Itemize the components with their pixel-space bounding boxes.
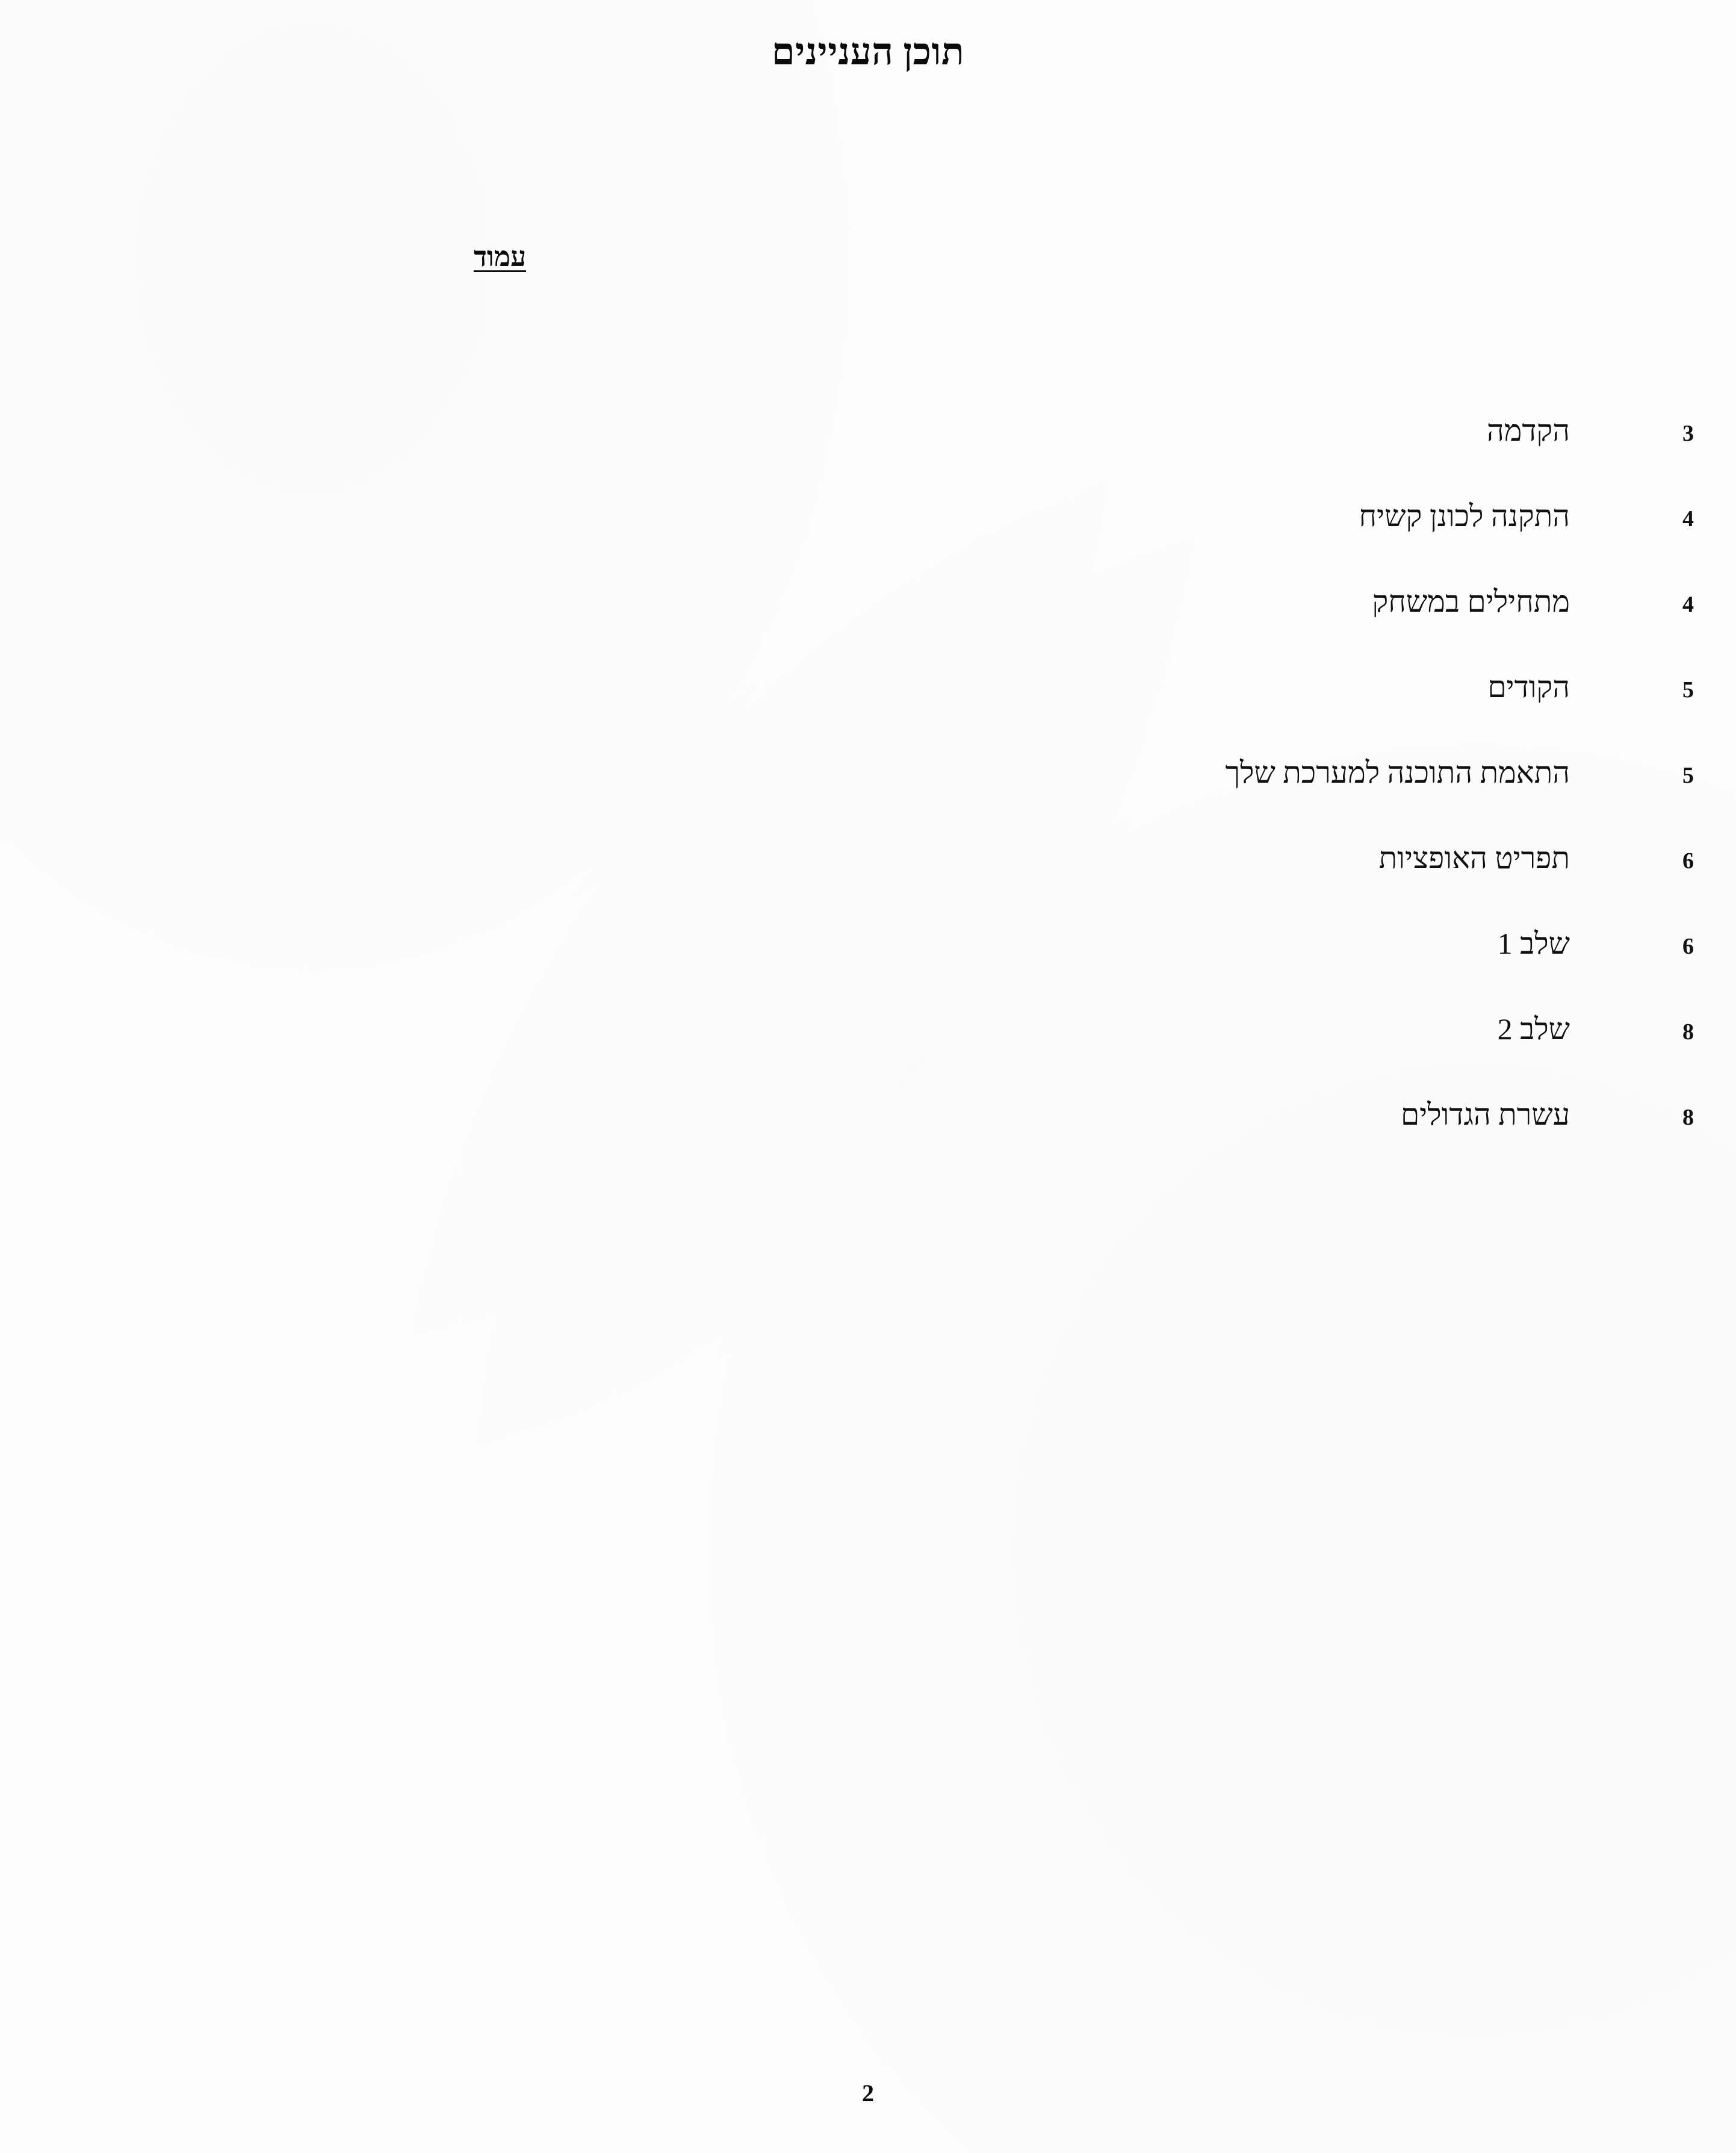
toc-entry-title: תפריט האופציות — [1378, 841, 1570, 875]
toc-entry[interactable] — [0, 928, 1736, 1014]
toc-entry-page: 6 — [1682, 848, 1694, 874]
toc-entry-title: הקדמה — [1487, 414, 1570, 447]
toc-entry-page: 5 — [1682, 677, 1694, 703]
toc-entry[interactable] — [0, 757, 1736, 843]
table-of-contents — [0, 415, 1736, 1185]
toc-entry-title: עשרת הגדולים — [1400, 1098, 1570, 1131]
toc-entry-title: התאמת התוכנה למערכת שלך — [1225, 756, 1570, 789]
toc-entry-title: מתחילים במשחק — [1372, 585, 1570, 618]
toc-entry[interactable] — [0, 415, 1736, 501]
toc-entry[interactable] — [0, 586, 1736, 672]
toc-entry-page: 4 — [1682, 592, 1694, 617]
toc-entry-page: 4 — [1682, 506, 1694, 532]
toc-entry-page: 3 — [1682, 421, 1694, 446]
page-number: 2 — [862, 2080, 874, 2107]
toc-entry[interactable] — [0, 1014, 1736, 1099]
page-title: תוכן העניינים — [771, 32, 965, 73]
page-column-header: עמוד — [473, 241, 526, 272]
toc-entry-title: שלב 2 — [1497, 1012, 1570, 1046]
toc-entry-page: 8 — [1682, 1105, 1694, 1130]
toc-entry-title: התקנה לכונן קשיח — [1359, 499, 1570, 533]
toc-entry-page: 8 — [1682, 1019, 1694, 1045]
toc-entry-title: הקודים — [1487, 670, 1570, 704]
toc-entry-title: שלב 1 — [1497, 927, 1570, 960]
toc-entry[interactable] — [0, 843, 1736, 928]
toc-entry-page: 5 — [1682, 763, 1694, 788]
toc-entry[interactable] — [0, 672, 1736, 757]
toc-entry[interactable] — [0, 1099, 1736, 1185]
toc-entry[interactable] — [0, 501, 1736, 586]
toc-entry-page: 6 — [1682, 934, 1694, 959]
